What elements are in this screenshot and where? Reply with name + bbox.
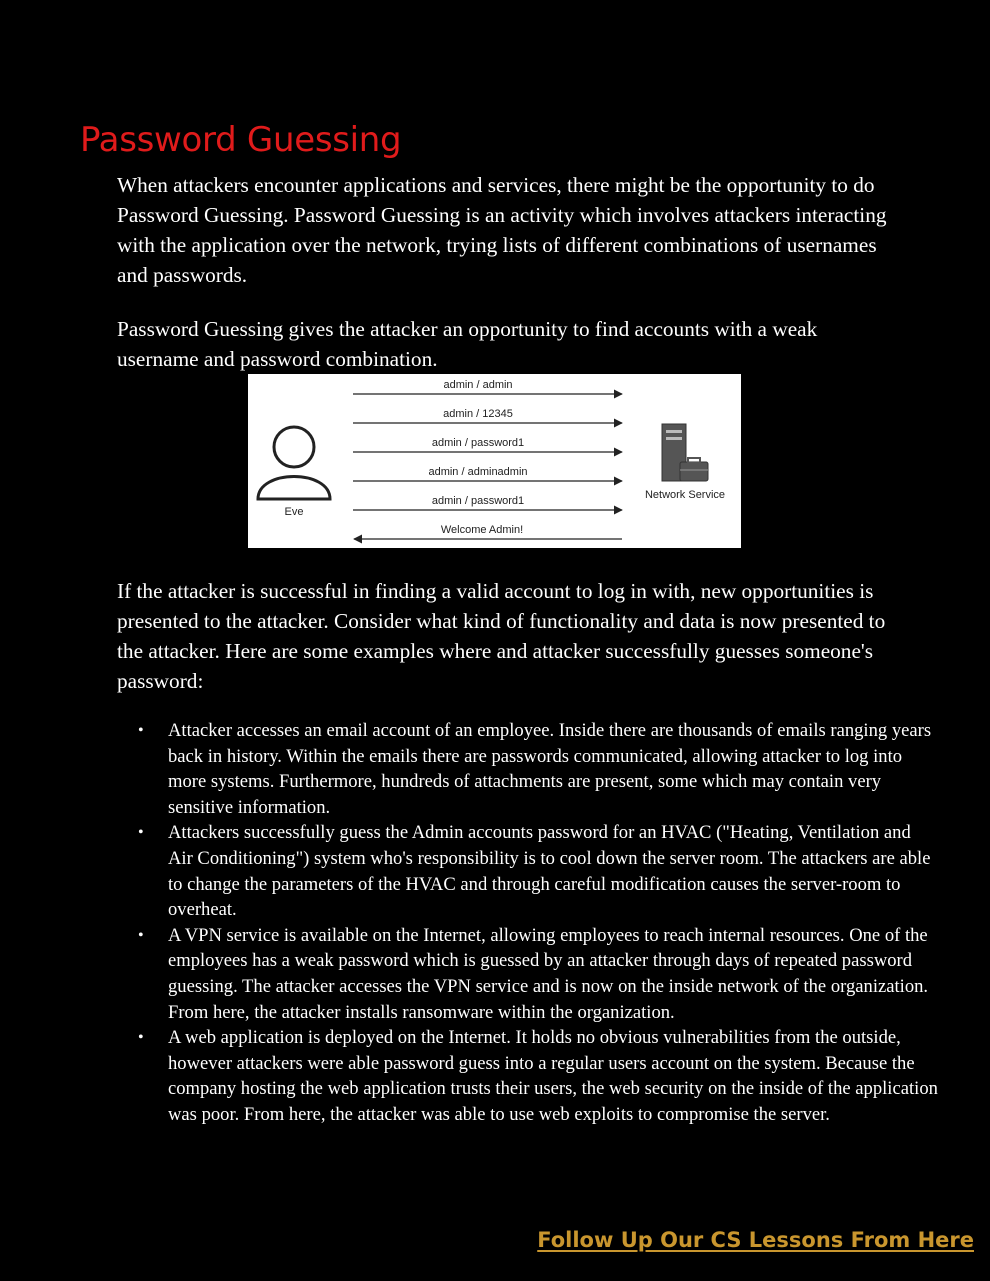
attempt-label: admin / 12345 <box>443 408 513 420</box>
examples-list <box>138 718 938 1128</box>
service-label: Network Service <box>644 489 726 501</box>
attempt-label: admin / admin <box>443 379 513 391</box>
response-label: Welcome Admin! <box>440 524 524 536</box>
attempt-arrow <box>353 408 622 423</box>
list-item <box>138 718 938 820</box>
follow-up-link[interactable]: Follow Up Our CS Lessons From Here <box>537 1228 974 1252</box>
person-icon <box>258 427 330 499</box>
list-item <box>138 1025 938 1127</box>
list-item <box>138 820 938 922</box>
bullet-icon: • <box>138 824 144 842</box>
attempt-arrow <box>353 437 622 452</box>
attempt-arrow <box>353 495 622 510</box>
list-item-text: Attackers successfully guess the Admin accounts password for an HVAC ("Heating, Ventilation and Air Conditioning") system who's responsibility is to cool down the server room. The attackers are able to change the parameters of the HVAC and through careful modification causes the server-room to overheat. <box>168 822 931 921</box>
bullet-icon: • <box>138 926 144 944</box>
attempt-label: admin / password1 <box>431 437 525 449</box>
weak-combination-paragraph: Password Guessing gives the attacker an opportunity to find accounts with a weak username and password combination. <box>117 317 818 371</box>
list-item-text: A web application is deployed on the Internet. It holds no obvious vulnerabilities from the outside, however attackers were able password guess into a regular users account on the system. Because the company hosting the web application trusts their users, the web security on the inside of the application was poor. From here, the attacker was able to use web exploits to compromise the server. <box>168 1027 938 1125</box>
intro-paragraph: When attackers encounter applications and services, there might be the opportunity to do Password Guessing. Password Guessing is an activity which involves attackers interacting with the application over the network, trying lists of different combinations of usernames and passwords. <box>117 173 887 287</box>
attempt-label: admin / adminadmin <box>428 466 528 478</box>
actor-label: Eve <box>284 506 304 518</box>
examples-intro-paragraph: If the attacker is successful in finding a valid account to log in with, new opportunities is presented to the attacker. Consider what kind of functionality and data is now presented to the attacker. Here are some examples where and attacker successfully guesses someone's password: <box>117 579 886 693</box>
bullet-icon: • <box>138 722 144 739</box>
attempt-label: admin / password1 <box>431 495 525 507</box>
attempt-arrow <box>353 466 622 481</box>
password-guessing-diagram <box>248 374 741 548</box>
list-item-text: Attacker accesses an email account of an employee. Inside there are thousands of emails ranging years back in history. Within the emails there are passwords communicated, allowing attacker to log into more systems. Furthermore, hundreds of attachments are present, some which may contain very sensitive information. <box>168 720 932 818</box>
response-arrow <box>354 524 622 539</box>
list-item <box>138 923 938 1025</box>
server-icon <box>662 424 708 481</box>
list-item-text: A VPN service is available on the Internet, allowing employees to reach internal resources. One of the employees has a weak password which is guessed by an attacker through days of repeated password guessing. The attacker accesses the VPN service and is now on the inside network of the organization. From here, the attacker installs ransomware within the organization. <box>168 924 929 1023</box>
attempt-arrow <box>353 379 622 394</box>
page-title: Password Guessing <box>80 120 402 160</box>
bullet-icon: • <box>138 1029 144 1047</box>
